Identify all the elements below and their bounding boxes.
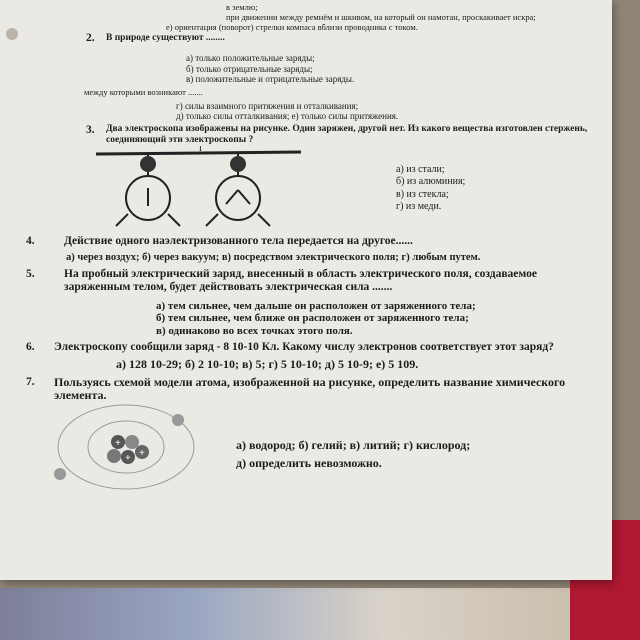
- answer-option: а) из стали;: [396, 163, 445, 175]
- question-5: [26, 268, 600, 338]
- header-fragment: е) ориентация (поворот) стрелки компаса вблизи проводника с током.: [166, 22, 418, 32]
- desk-background: [0, 588, 640, 640]
- header-fragments: [166, 2, 600, 32]
- electroscope-right-leaves: [226, 190, 250, 204]
- answer-option: в) одинаково во всех точках этого поля.: [156, 324, 353, 337]
- question-text: Электроскопу сообщили заряд - 8 10-10 Кл. Какому числу электронов соответствует этот заряд?: [54, 341, 554, 353]
- answer-options: [396, 164, 465, 231]
- nucleus-particle: [125, 435, 139, 449]
- answer-option: в) положительные и отрицательные заряды.: [186, 74, 355, 84]
- answer-option: а) только положительные заряды;: [186, 53, 315, 63]
- answer-options: а) 128 10-29; б) 2 10-10; в) 5; г) 5 10-10; д) 5 10-9; е) 5 109.: [116, 357, 419, 371]
- nucleus-label: +: [139, 448, 145, 459]
- question-number: 4.: [26, 234, 35, 247]
- question-text: В природе существуют ........: [106, 33, 225, 43]
- question-text: Действие одного наэлектризованного тела передается на другое......: [64, 234, 413, 247]
- nucleus-label: +: [115, 438, 121, 449]
- question-number: 3.: [86, 123, 95, 136]
- answer-option: г) из меди.: [396, 201, 442, 212]
- answer-option: б) тем сильнее, чем ближе он расположен от заряженного тела;: [156, 312, 469, 324]
- answer-options: [156, 300, 600, 338]
- answer-option: б) из алюминия;: [396, 176, 466, 187]
- rod-label: I: [199, 145, 202, 153]
- question-text: Пользуясь схемой модели атома, изображенной на рисунке, определить название химического элемента.: [54, 375, 566, 402]
- header-fragment: в землю;: [226, 2, 258, 12]
- question-number: 5.: [26, 267, 35, 280]
- atom-model-figure: [46, 402, 196, 492]
- answer-options: [186, 53, 600, 85]
- question-4: [26, 235, 600, 264]
- answer-option: д) только силы отталкивания; е) только силы притяжения.: [176, 111, 399, 121]
- punch-hole: [6, 28, 18, 40]
- question-text: Два электроскопа изображены на рисунке. Один заряжен, другой нет. Из какого вещества изготовлен стержень, соединяющий эти электроскопы ?: [106, 123, 588, 145]
- electroscope-right-body: [216, 176, 260, 220]
- question-number: 6.: [26, 341, 35, 353]
- question-text: между которыми возникают .......: [84, 86, 203, 97]
- question-2: [86, 32, 600, 122]
- header-fragment: при движении между ремнём и шкивом, на который он намотан, проскакивает искра;: [226, 12, 536, 22]
- electron: [172, 414, 184, 426]
- answer-option: д) определить невозможно.: [236, 456, 382, 470]
- answer-option: в) из стекла;: [396, 188, 449, 200]
- orbit-inner: [88, 421, 164, 473]
- question-7: [26, 376, 600, 492]
- worksheet-content: [26, 2, 600, 492]
- question-3-body: [86, 146, 600, 231]
- electroscope-left-ball: [140, 156, 156, 172]
- question-3: [86, 124, 600, 231]
- answer-options: [236, 436, 470, 492]
- question-number: 2.: [86, 32, 95, 44]
- question-text: На пробный электрический заряд, внесенный в область электрического поля, создаваемое заряженным телом, будет действовать электрическая сила .......: [64, 267, 537, 293]
- nucleus-label: +: [125, 453, 131, 464]
- answer-option: а) тем сильнее, чем дальше он расположен от заряженного тела;: [156, 299, 476, 312]
- electron: [54, 468, 66, 480]
- answer-options: а) через воздух; б) через вакуум; в) посредством электрического поля; г) любым путем.: [66, 251, 481, 263]
- question-6: [26, 341, 600, 370]
- answer-option: б) только отрицательные заряды;: [186, 63, 313, 74]
- answer-options: [176, 101, 600, 122]
- question-7-body: [26, 402, 600, 492]
- nucleus-particle: [107, 449, 121, 463]
- electroscope-right-ball: [230, 156, 246, 172]
- answer-option: а) водород; б) гелий; в) литий; г) кислород;: [236, 438, 471, 452]
- answer-option: г) силы взаимного притяжения и отталкивания;: [176, 100, 359, 111]
- question-number: 7.: [26, 376, 35, 388]
- electroscopes-figure: [86, 146, 306, 231]
